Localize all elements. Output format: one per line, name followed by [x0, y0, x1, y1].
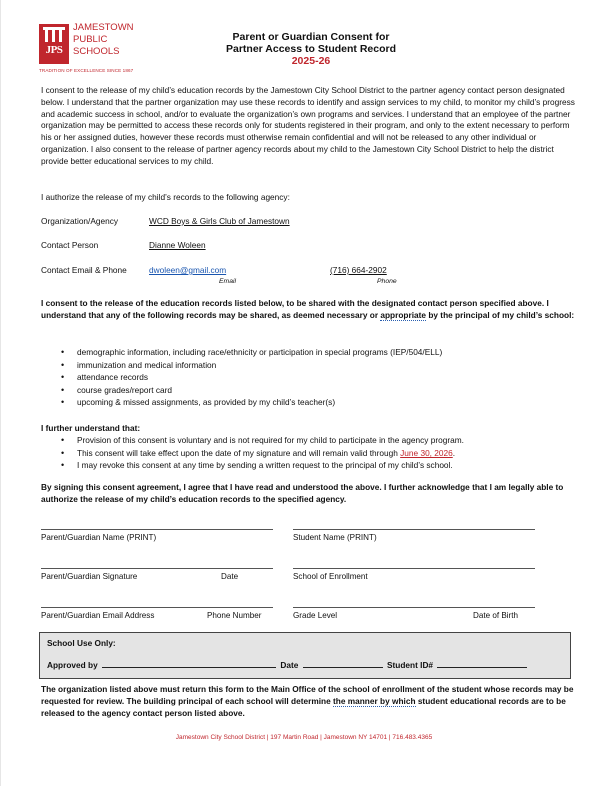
consent-statement: I consent to the release of the education records listed below, to be shared with the designated contact person specified above. I understand that any of the following records may be shared, as deemed necessary or appropriate by the principal of my child’s school: [41, 298, 575, 320]
authorize-line: I authorize the release of my child’s records to the following agency: [41, 192, 290, 202]
phone-caption: Phone [377, 278, 397, 285]
signing-statement: By signing this consent agreement, I agree that I have read and understood the above. I further acknowledge that I am legally able to authorize the release of my child’s education records to the specified agency. [41, 482, 564, 504]
form-title [161, 31, 461, 67]
school-use-heading: School Use Only: [47, 638, 116, 648]
list-item: • demographic information, including race/ethnicity or participation in special programs (IEP/504/ELL) [57, 346, 577, 359]
parent-signature-label: Parent/Guardian Signature [41, 572, 138, 581]
parent-email-label: Parent/Guardian Email Address [41, 611, 155, 620]
list-item: • attendance records [57, 371, 577, 384]
org-value[interactable]: WCD Boys & Girls Club of Jamestown [149, 216, 290, 226]
further-heading: I further understand that: [41, 423, 141, 433]
grade-dob-line[interactable] [293, 607, 535, 608]
records-list [57, 346, 577, 409]
contact-label: Contact Person [41, 240, 99, 250]
student-id-field[interactable] [437, 659, 527, 668]
list-item: • Provision of this consent is voluntary and is not required for my child to participate in the agency program. [57, 434, 577, 447]
expiry-date: June 30, 2026 [400, 447, 453, 458]
email-phone-label: Contact Email & Phone [41, 265, 127, 275]
column-logo-icon [39, 24, 69, 64]
contact-value[interactable]: Dianne Woleen [149, 240, 206, 250]
student-name-line[interactable] [293, 529, 535, 530]
phone-value[interactable]: (716) 664-2902 [330, 265, 387, 275]
school-use-row: Approved by Date Student ID# [47, 659, 529, 670]
further-list [57, 434, 577, 472]
list-item: • This consent will take effect upon the date of my signature and will remain valid through June 30, 2026. [57, 447, 577, 460]
school-use-box [39, 632, 571, 679]
title-line-1: Parent or Guardian Consent for [232, 31, 390, 43]
grade-level-label: Grade Level [293, 611, 338, 620]
title-year: 2025-26 [291, 55, 331, 67]
list-item: • I may revoke this consent at any time by sending a written request to the principal of my child’s school. [57, 459, 577, 472]
logo-name: JAMESTOWN PUBLIC SCHOOLS [73, 22, 134, 57]
approval-date-field[interactable] [303, 659, 383, 668]
phone-number-label: Phone Number [207, 611, 262, 620]
approved-by-field[interactable] [102, 659, 276, 668]
list-item: • immunization and medical information [57, 359, 577, 372]
parent-name-label: Parent/Guardian Name (PRINT) [41, 533, 157, 542]
jamestown-public-schools-logo [39, 24, 169, 80]
org-label: Organization/Agency [41, 216, 119, 226]
school-enrollment-line[interactable] [293, 568, 535, 569]
list-item: • course grades/report card [57, 384, 577, 397]
date-of-birth-label: Date of Birth [473, 611, 518, 620]
intro-paragraph: I consent to the release of my child’s education records by the Jamestown City School District to the partner agency contact person designated below. I understand that the partner organization may use these records to identify and assign services to my child, to monitor my child’s progress and academic success in school, and/or to evaluate the organization’s own programs and services. I understand that an employee of the partner organization may be permitted to access these records only for students registered in their program, and only to the extent necessary to perform his or her assigned duties, however these records must otherwise remain confidential and will not be released to any other individual or organization. I also consent to the release of partner agency records about my child to the Jamestown City School District to help the district provide better educational services to my child. [41, 85, 575, 166]
logo-mark-text: JPS [45, 44, 63, 56]
parent-name-line[interactable] [41, 529, 273, 530]
parent-email-line[interactable] [41, 607, 273, 608]
parent-signature-line[interactable] [41, 568, 273, 569]
email-caption: Email [219, 278, 236, 285]
title-line-2: Partner Access to Student Record [226, 43, 396, 55]
list-item: • upcoming & missed assignments, as provided by my child’s teacher(s) [57, 396, 577, 409]
logo-tagline: TRADITION OF EXCELLENCE SINCE 1867 [39, 68, 134, 73]
student-name-label: Student Name (PRINT) [293, 533, 377, 542]
email-value[interactable]: dwoleen@gmail.com [149, 265, 227, 275]
return-notice: The organization listed above must return this form to the Main Office of the school of enrollment of the student whose records may be requested for review. The building principal of each school will determine the manner by which student educational records are to be released to the agency contact person listed above. [41, 684, 574, 718]
footer-address: Jamestown City School District | 197 Martin Road | Jamestown NY 14701 | 716.483.4365 [175, 734, 433, 741]
date-label: Date [221, 572, 239, 581]
school-enrollment-label: School of Enrollment [293, 572, 368, 581]
